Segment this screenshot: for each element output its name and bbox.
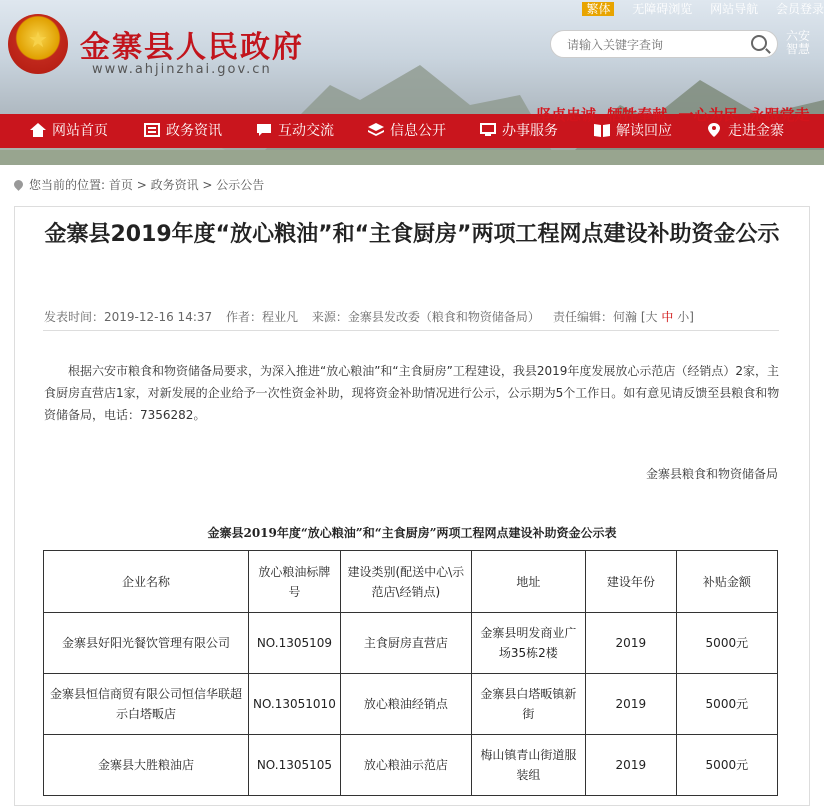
cell-address: 金寨县白塔畈镇新街 [471, 674, 585, 735]
cell-plate: NO.13051010 [249, 674, 341, 735]
cell-address: 金寨县明发商业广场35栋2楼 [471, 613, 585, 674]
site-url: www.ahjinzhai.gov.cn [92, 62, 272, 77]
site-nav-link[interactable]: 网站导航 [710, 2, 759, 16]
layers-icon [368, 123, 384, 137]
home-icon [30, 123, 46, 137]
col-header: 建设类别(配送中心\示范店\经销点) [340, 551, 471, 613]
table-row [44, 735, 778, 796]
site-title[interactable]: 金寨县人民政府 [80, 30, 304, 65]
nav-label: 解读回应 [616, 123, 672, 139]
top-utility-bar [568, 0, 824, 17]
cell-year: 2019 [585, 735, 676, 796]
breadcrumb: 您当前的位置: 首页 > 政务资讯 > 公示公告 [14, 176, 264, 193]
location-icon [706, 123, 722, 137]
font-size-small[interactable]: 小 [677, 310, 690, 324]
cell-plate: NO.1305109 [249, 613, 341, 674]
col-header: 补贴金额 [676, 551, 777, 613]
cell-amount: 5000元 [676, 674, 777, 735]
table-header-row [44, 551, 778, 613]
col-header: 地址 [471, 551, 585, 613]
search-icon[interactable] [751, 35, 767, 51]
news-icon [144, 123, 160, 137]
subsidy-table [43, 550, 778, 796]
smart-liuan-line1: 六安 [786, 29, 811, 43]
cell-amount: 5000元 [676, 613, 777, 674]
nav-label: 网站首页 [52, 123, 108, 139]
nav-item-disclosure[interactable] [368, 114, 446, 148]
member-login-link[interactable]: 会员登录 [775, 2, 824, 16]
breadcrumb-prefix: 您当前的位置: [29, 178, 106, 192]
national-emblem-icon: ★ [8, 14, 68, 74]
traditional-chinese-link[interactable]: 繁体 [582, 2, 614, 16]
breadcrumb-news[interactable]: 政务资讯 [150, 178, 199, 192]
font-size-large[interactable]: 大 [645, 310, 658, 324]
cell-type: 放心粮油经销点 [340, 674, 471, 735]
nav-label: 办事服务 [502, 123, 558, 139]
table-title: 金寨县2019年度“放心粮油”和“主食厨房”两项工程网点建设补助资金公示表 [207, 526, 617, 540]
col-header: 建设年份 [585, 551, 676, 613]
breadcrumb-notices[interactable]: 公示公告 [216, 178, 265, 192]
site-header [0, 0, 824, 165]
article-meta [44, 308, 550, 325]
source: 来源：金寨县发改委（粮食和物资储备局） [311, 310, 540, 324]
article-title: 金寨县2019年度“放心粮油”和“主食厨房”两项工程网点建设补助资金公示 [44, 222, 780, 247]
nav-label: 走进金寨 [728, 123, 784, 139]
col-header: 放心粮油标牌号 [249, 551, 341, 613]
cell-address: 梅山镇青山街道服装组 [471, 735, 585, 796]
table-row [44, 674, 778, 735]
book-icon [594, 123, 610, 137]
col-header: 企业名称 [44, 551, 249, 613]
author: 作者：程业凡 [225, 310, 298, 324]
nav-label: 信息公开 [390, 123, 446, 139]
cell-plate: NO.1305105 [249, 735, 341, 796]
article-body: 根据六安市粮食和物资储备局要求，为深入推进“放心粮油”和“主食厨房”工程建设，我县2019年度发展放心示范店（经销点）2家，主食厨房直营店1家，对新发展的企业给予一次性资金补助，现将资金补助情况进行公示，公示期为5个工作日。如有意见请反馈至县粮食和物资储备局，电话：7356282。 [44, 364, 780, 422]
font-size-medium[interactable]: 中 [661, 310, 674, 324]
nav-label: 政务资讯 [166, 123, 222, 139]
search-box [550, 30, 778, 58]
cell-amount: 5000元 [676, 735, 777, 796]
cell-type: 主食厨房直营店 [340, 613, 471, 674]
nav-label: 互动交流 [278, 123, 334, 139]
location-pin-icon [12, 178, 25, 191]
publish-date: 发表时间：2019-12-16 14:37 [44, 310, 213, 324]
slogan: 坚贞忠诚 牺牲奉献 一心为民 永跟党走 [536, 106, 810, 124]
article-signer: 金寨县粮食和物资储备局 [645, 467, 778, 481]
search-input[interactable] [565, 31, 739, 59]
cell-name: 金寨县恒信商贸有限公司恒信华联超示白塔畈店 [44, 674, 249, 735]
cell-year: 2019 [585, 674, 676, 735]
editor-and-font-size: 责任编辑：何瀚 [大 中 小] [553, 310, 694, 324]
table-row [44, 613, 778, 674]
nav-item-news[interactable] [144, 114, 222, 148]
smart-liuan-link[interactable] [786, 30, 810, 56]
breadcrumb-home[interactable]: 首页 [108, 178, 133, 192]
cell-name: 金寨县大胜粮油店 [44, 735, 249, 796]
accessibility-link[interactable]: 无障碍浏览 [632, 2, 693, 16]
chat-icon [256, 123, 272, 137]
editor: 责任编辑：何瀚 [553, 310, 638, 324]
smart-liuan-line2: 智慧 [786, 42, 811, 56]
cell-name: 金寨县好阳光餐饮管理有限公司 [44, 613, 249, 674]
monitor-icon [480, 123, 496, 137]
cell-year: 2019 [585, 613, 676, 674]
cell-type: 放心粮油示范店 [340, 735, 471, 796]
nav-item-interaction[interactable] [256, 114, 334, 148]
meta-divider [43, 330, 779, 331]
nav-item-home[interactable] [30, 114, 108, 148]
